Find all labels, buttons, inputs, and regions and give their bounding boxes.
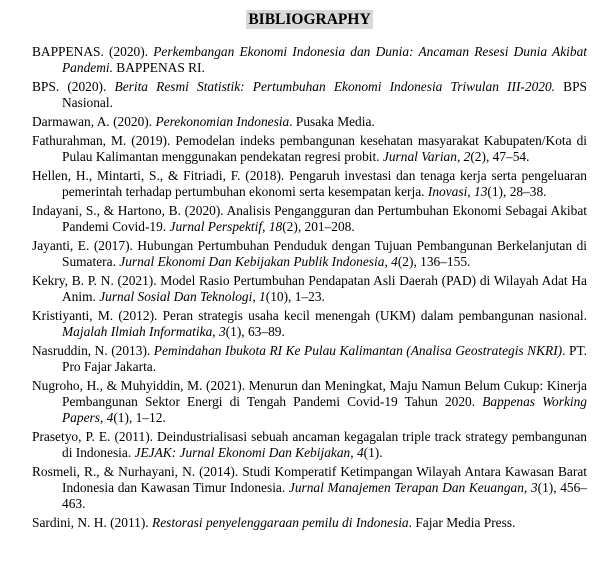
reference-text: ,	[350, 445, 357, 460]
reference-text: ,	[262, 219, 269, 234]
reference-title: Restorasi penyelenggaraan pemilu di Indonesia	[152, 515, 409, 530]
reference-title: Perkembangan Ekonomi Indonesia dan Dunia: Ancaman Resesi Dunia Akibat Pandemi.	[62, 44, 587, 75]
reference-text: Hellen, H., Mintarti, S., & Fitriadi, F. (2018). Pengaruh investasi dan tenaga kerja serta pengeluaran pemerintah terhadap pertumbuhan ekonomi serta kesempatan kerja.	[32, 168, 587, 199]
reference-title: Jurnal Perspektif	[169, 219, 263, 234]
reference-item	[32, 343, 587, 375]
reference-item	[32, 44, 587, 76]
reference-item	[32, 114, 587, 130]
reference-title: Perekonomian Indonesia	[155, 114, 290, 129]
reference-title: Majalah Ilmiah Informatika	[62, 324, 213, 339]
reference-text: (10), 1–23.	[265, 289, 325, 304]
reference-volume: 1	[259, 289, 266, 304]
reference-title: Berita Resmi Statistik: Pertumbuhan Ekonomi Indonesia Triwulan III-2020.	[114, 79, 556, 94]
reference-title: Jurnal Sosial Dan Teknologi	[99, 289, 253, 304]
reference-text: BAPPENAS RI.	[112, 60, 205, 75]
reference-item	[32, 378, 587, 426]
reference-text: Kristiyanti, M. (2012). Peran strategis usaha kecil menengah (UKM) dalam pembangunan nasional.	[32, 308, 587, 323]
bibliography-heading: BIBLIOGRAPHY	[248, 11, 371, 28]
reference-text: Nugroho, H., & Muhyiddin, M. (2021). Menurun dan Meningkat, Maju Namun Belum Cukup: Kinerja Pembangunan Sektor Energi di Tengah Pandemi Covid-19 Tahun 2020.	[32, 378, 587, 409]
reference-text: Sardini, N. H. (2011).	[32, 515, 153, 530]
reference-volume: 3	[218, 324, 226, 339]
reference-volume: 3	[530, 480, 538, 495]
reference-text: Rosmeli, R., & Nurhayani, N. (2014). Studi Komperatif Ketimpangan Wilayah Antara Kawasan Barat Indonesia dan Kawasan Timur Indonesia.	[32, 464, 587, 495]
reference-item	[32, 464, 587, 512]
reference-text: ,	[212, 324, 219, 339]
reference-text: BPS Nasional.	[62, 79, 587, 110]
reference-text: Jayanti, E. (2017). Hubungan Pertumbuhan Penduduk dengan Tujuan Pembangunan Berkelanjutan di Sumatera.	[32, 238, 587, 269]
reference-item	[32, 273, 587, 305]
reference-text: BPS. (2020).	[32, 79, 115, 94]
reference-text: BAPPENAS. (2020).	[32, 44, 154, 59]
reference-text: Kekry, B. P. N. (2021). Model Rasio Pertumbuhan Pendapatan Asli Daerah (PAD) di Wilayah Adat Ha Anim.	[32, 273, 587, 304]
reference-text: . Fajar Media Press.	[408, 515, 516, 530]
reference-text: (2), 201–208.	[282, 219, 355, 234]
reference-title: Jurnal Ekonomi Dan Kebijakan Publik Indonesia	[119, 254, 385, 269]
reference-volume: 4	[391, 254, 398, 269]
reference-text: (1), 28–38.	[487, 184, 547, 199]
reference-item	[32, 79, 587, 111]
reference-list	[32, 44, 587, 531]
reference-text: ,	[456, 149, 464, 164]
reference-title: Jurnal Varian	[382, 149, 457, 164]
reference-volume: 2	[463, 149, 471, 164]
reference-volume: 4	[356, 445, 364, 460]
reference-item	[32, 238, 587, 270]
reference-text: (1), 456–463.	[62, 480, 587, 511]
reference-text: ,	[467, 184, 474, 199]
reference-text: . Pusaka Media.	[289, 114, 375, 129]
reference-title: Inovasi	[427, 184, 468, 199]
reference-item	[32, 133, 587, 165]
reference-item	[32, 308, 587, 340]
reference-volume: 4	[106, 410, 114, 425]
reference-volume: 13	[474, 184, 488, 199]
reference-text: (2), 136–155.	[397, 254, 471, 269]
reference-title: Jurnal Manajemen Terapan Dan Keuangan	[288, 480, 524, 495]
reference-text: Prasetyo, P. E. (2011). Deindustrialisasi sebuah ancaman kegagalan triple track strategy pembangunan di Indonesia.	[32, 429, 587, 460]
reference-title: Bappenas Working Papers	[62, 394, 588, 425]
reference-text: ,	[99, 410, 107, 425]
reference-text: Nasruddin, N. (2013).	[32, 343, 154, 358]
reference-text: . PT. Pro Fajar Jakarta.	[62, 343, 587, 374]
reference-text: (1), 63–89.	[225, 324, 285, 339]
reference-text: ,	[384, 254, 392, 269]
reference-text: Fathurahman, M. (2019). Pemodelan indeks pembangunan kesehatan masyarakat Kabupaten/Kota di Pulau Kalimantan menggunakan pendekatan regresi probit.	[32, 133, 587, 164]
reference-text: ,	[523, 480, 531, 495]
reference-title: JEJAK: Jurnal Ekonomi Dan Kebijakan	[134, 445, 351, 460]
reference-text: (1).	[363, 445, 383, 460]
reference-volume: 18	[268, 219, 283, 234]
reference-text: (1), 1–12.	[113, 410, 166, 425]
reference-text: Indayani, S., & Hartono, B. (2020). Analisis Pengangguran dan Pertumbuhan Ekonomi Sebagai Akibat Pandemi Covid-19.	[32, 203, 587, 234]
reference-text: ,	[252, 289, 260, 304]
reference-title: Pemindahan Ibukota RI Ke Pulau Kalimantan (Analisa Geostrategis NKRI)	[153, 343, 563, 358]
reference-text: Darmawan, A. (2020).	[32, 114, 156, 129]
reference-item	[32, 203, 587, 235]
reference-item	[32, 429, 587, 461]
reference-item	[32, 515, 587, 531]
reference-item	[32, 168, 587, 200]
reference-text: (2), 47–54.	[470, 149, 530, 164]
